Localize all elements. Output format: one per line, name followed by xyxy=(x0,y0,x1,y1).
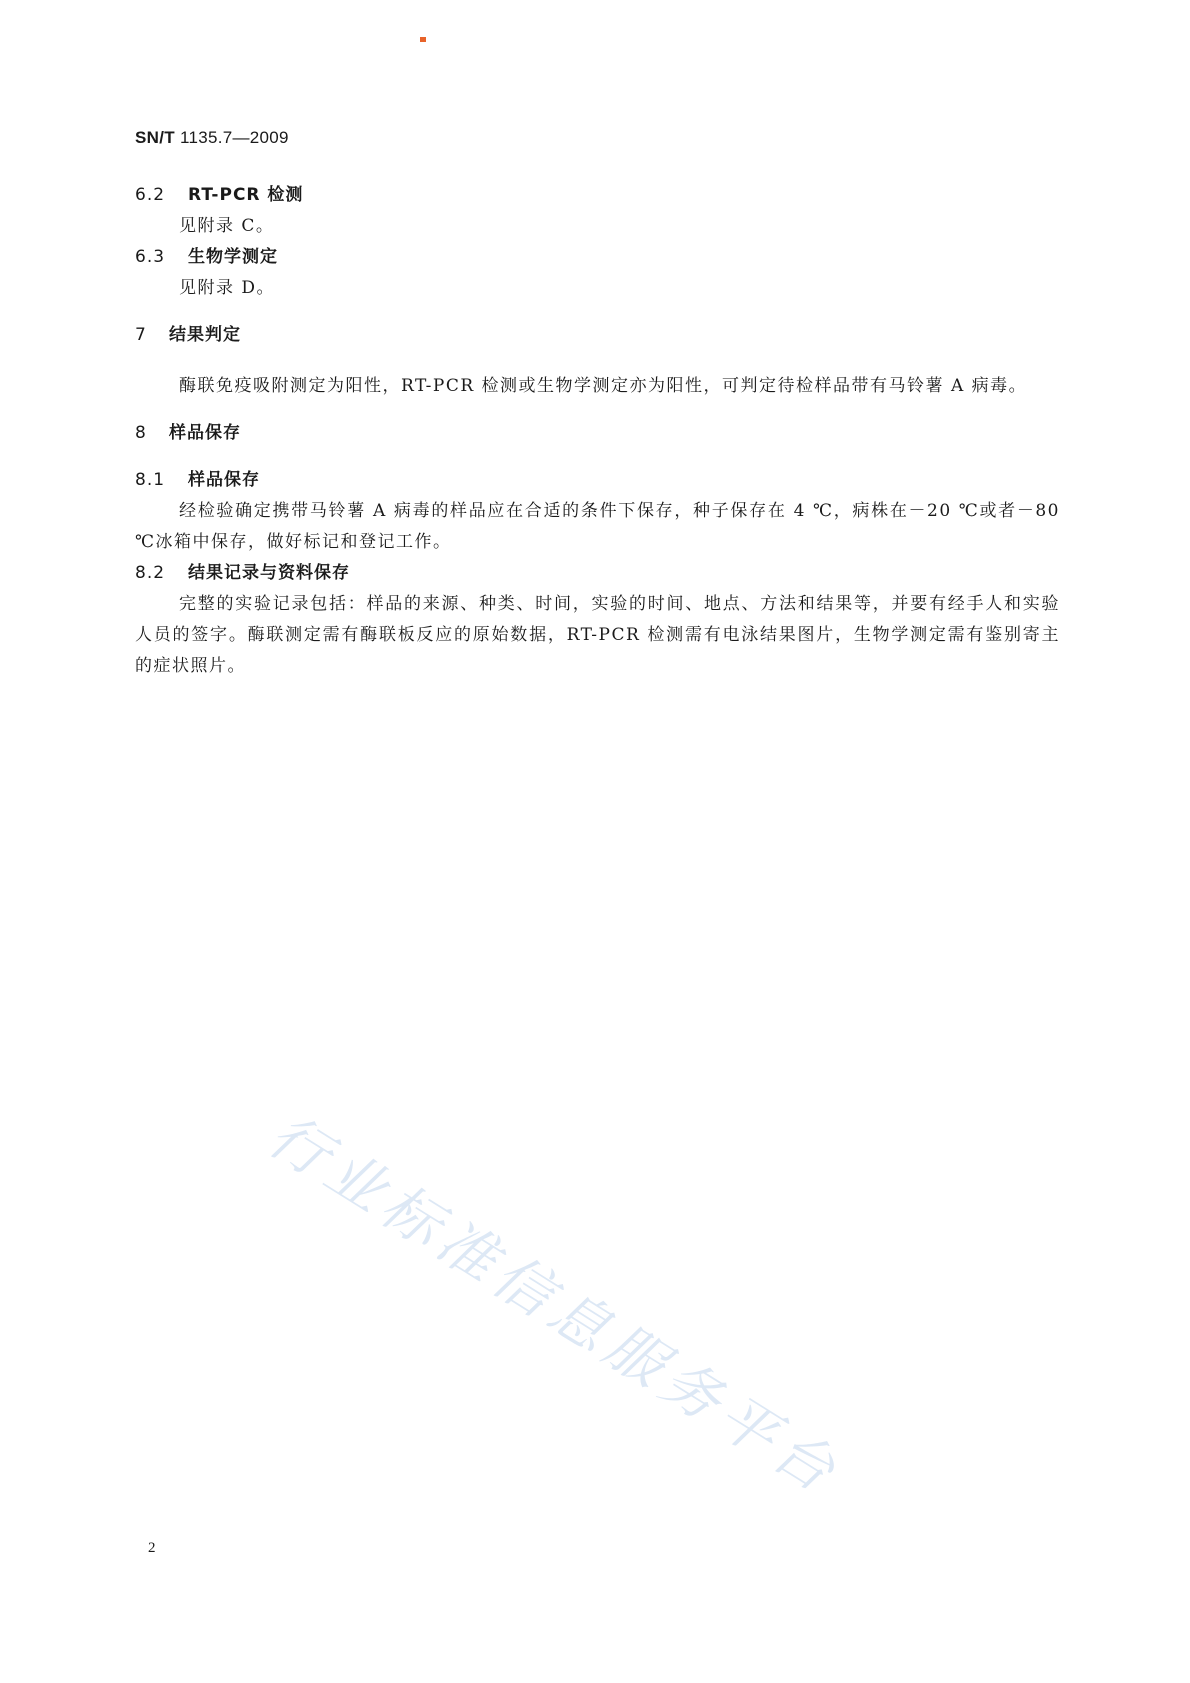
section-number: 8.2 xyxy=(135,563,166,583)
section-number: 8 xyxy=(135,423,147,443)
watermark-text: 行业标准信息服务平台 xyxy=(257,1101,853,1509)
page-number: 2 xyxy=(148,1540,156,1556)
section-number: 6.2 xyxy=(135,185,166,205)
section-8-2-heading xyxy=(135,558,1060,589)
doc-code-prefix: SN/T xyxy=(135,128,175,147)
section-title: RT-PCR 检测 xyxy=(188,185,304,205)
section-8-2-body: 完整的实验记录包括：样品的来源、种类、时间，实验的时间、地点、方法和结果等，并要有经手人和实验人员的签字。酶联测定需有酶联板反应的原始数据，RT-PCR 检测需有电泳结果图片，生物学测定需有鉴别寄主的症状照片。 xyxy=(135,594,1060,676)
section-7-body: 酶联免疫吸附测定为阳性，RT-PCR 检测或生物学测定亦为阳性，可判定待检样品带有马铃薯 A 病毒。 xyxy=(179,376,1028,396)
section-8-1-heading xyxy=(135,465,1060,496)
section-title: 样品保存 xyxy=(188,470,260,490)
section-number: 8.1 xyxy=(135,470,166,490)
section-6-3-heading xyxy=(135,242,1060,273)
section-title: 样品保存 xyxy=(169,423,241,443)
section-6-2-body: 见附录 C。 xyxy=(179,216,275,236)
section-6-3-body: 见附录 D。 xyxy=(179,278,276,298)
section-6-2-heading xyxy=(135,180,1060,211)
document-code xyxy=(135,128,289,148)
section-8-heading xyxy=(135,418,1060,449)
section-title: 结果判定 xyxy=(169,325,241,345)
doc-code-number: 1135.7—2009 xyxy=(174,128,289,147)
section-7-heading xyxy=(135,320,1060,351)
top-color-mark xyxy=(420,37,426,42)
document-body xyxy=(135,180,1060,682)
section-number: 6.3 xyxy=(135,247,166,267)
section-title: 结果记录与资料保存 xyxy=(188,563,350,583)
section-8-1-body: 经检验确定携带马铃薯 A 病毒的样品应在合适的条件下保存，种子保存在 4 ℃，病株在－20 ℃或者－80 ℃冰箱中保存，做好标记和登记工作。 xyxy=(135,501,1060,552)
section-title: 生物学测定 xyxy=(188,247,278,267)
section-number: 7 xyxy=(135,325,147,345)
